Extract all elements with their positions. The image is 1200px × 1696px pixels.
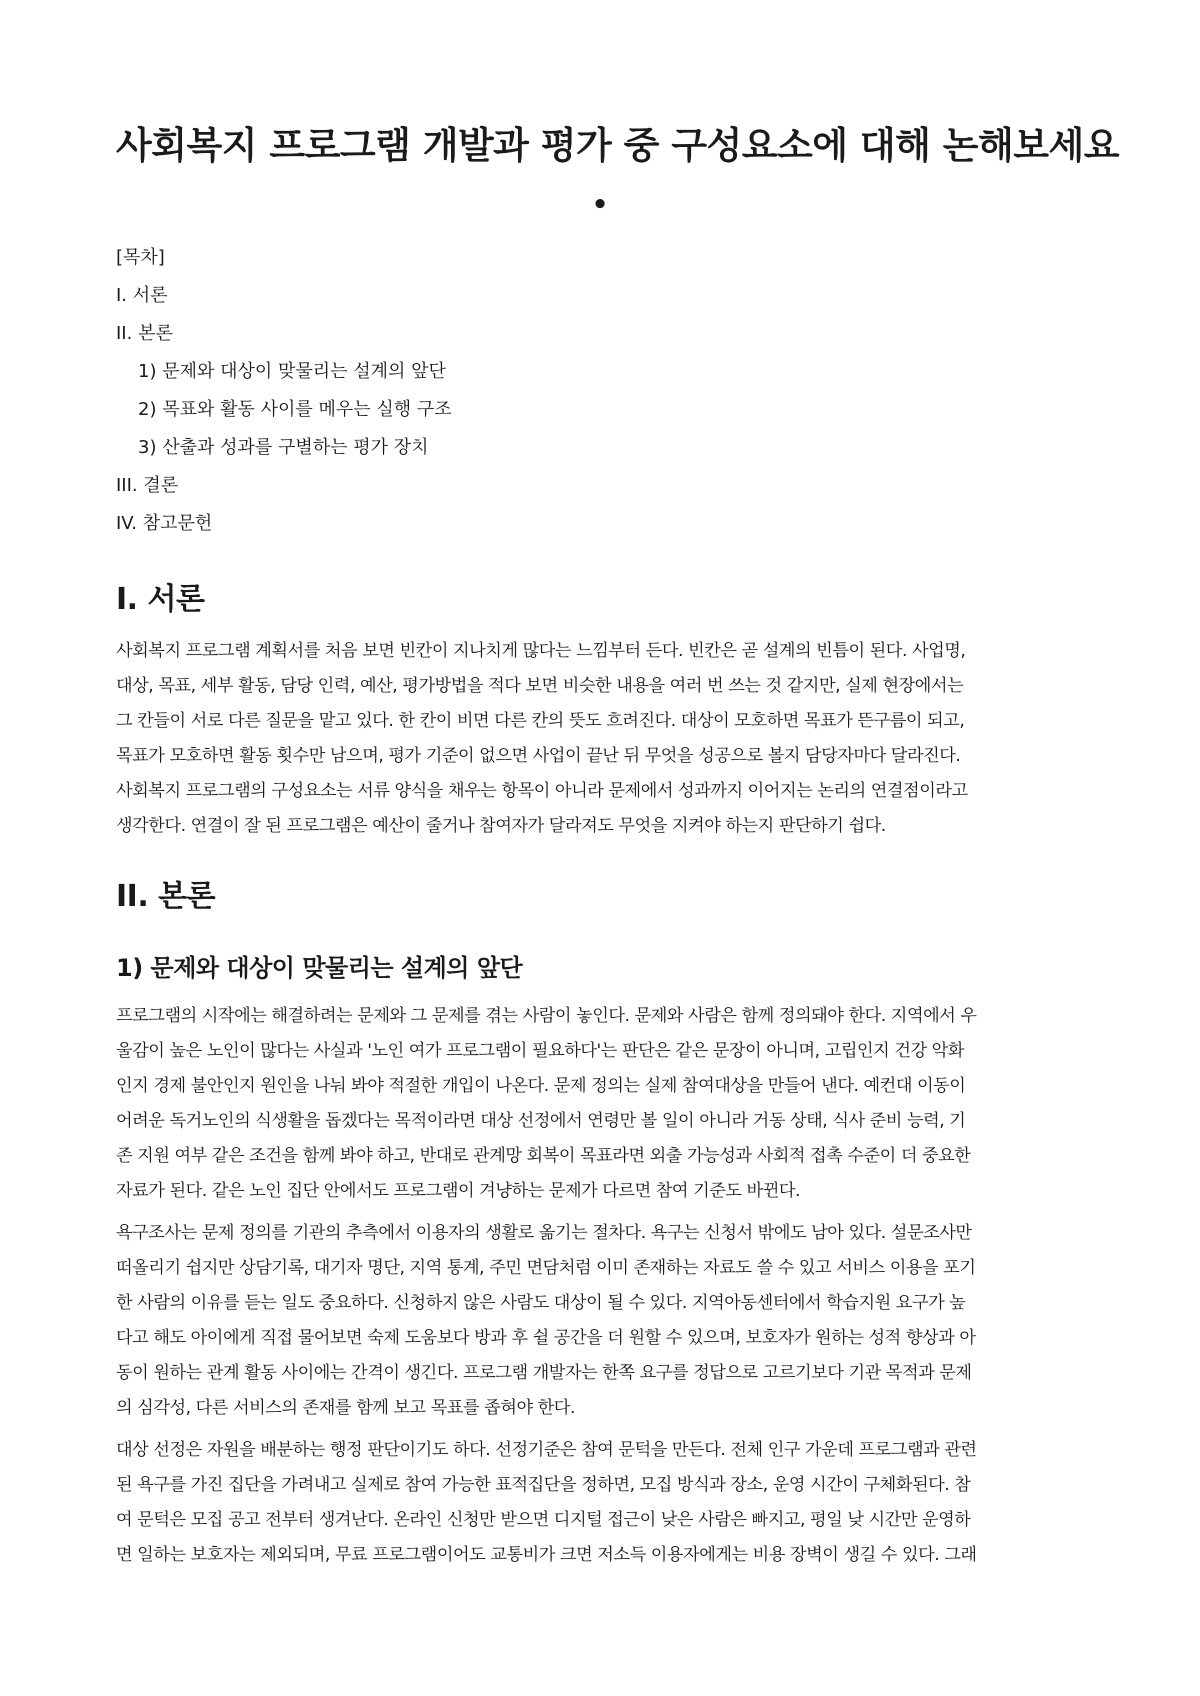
text-line: 존 지원 여부 같은 조건을 함께 봐야 하고, 반대로 관계망 회복이 목표라면 외출 가능성과 사회적 접촉 수준이 더 중요한 (116, 1146, 971, 1166)
text-line: 대상, 목표, 세부 활동, 담당 인력, 예산, 평가방법을 적다 보면 비슷한 내용을 여러 번 쓰는 것 같지만, 실제 현장에서는 (116, 676, 964, 696)
toc-item-conclusion: III. 결론 (116, 475, 179, 496)
text-line: 의 심각성, 다른 서비스의 존재를 함께 보고 목표를 좁혀야 한다. (116, 1398, 575, 1418)
text-line: 사회복지 프로그램 계획서를 처음 보면 빈칸이 지나치게 많다는 느낌부터 든다. 빈칸은 곧 설계의 빈틈이 된다. 사업명, (116, 641, 966, 661)
text-line: 여 문턱은 모집 공고 전부터 생겨난다. 온라인 신청만 받으면 디지털 접근이 낮은 사람은 빠지고, 평일 낮 시간만 운영하 (116, 1510, 971, 1530)
text-line: 어려운 독거노인의 식생활을 돕겠다는 목적이라면 대상 선정에서 연령만 볼 일이 아니라 거동 상태, 식사 준비 능력, 기 (116, 1111, 966, 1131)
document-title: 사회복지 프로그램 개발과 평가 중 구성요소에 대해 논해보세요 (116, 124, 1119, 167)
text-line: 면 일하는 보호자는 제외되며, 무료 프로그램이어도 교통비가 크면 저소득 이용자에게는 비용 장벽이 생길 수 있다. 그래 (116, 1545, 977, 1565)
text-line: 다고 해도 아이에게 직접 물어보면 숙제 도움보다 방과 후 쉴 공간을 더 원할 수 있으며, 보호자가 원하는 성적 향상과 아 (116, 1328, 976, 1348)
intro-paragraph (116, 634, 1084, 844)
text-line: 한 사람의 이유를 듣는 일도 중요하다. 신청하지 않은 사람도 대상이 될 수 있다. 지역아동센터에서 학습지원 요구가 높 (116, 1293, 966, 1313)
section-heading-body: II. 본론 (116, 879, 216, 914)
section-heading-intro: I. 서론 (116, 582, 205, 617)
text-line: 프로그램의 시작에는 해결하려는 문제와 그 문제를 겪는 사람이 놓인다. 문제와 사람은 함께 정의돼야 한다. 지역에서 우 (116, 1006, 977, 1026)
text-line: 욕구조사는 문제 정의를 기관의 추측에서 이용자의 생활로 옮기는 절차다. 욕구는 신청서 밖에도 남아 있다. 설문조사만 (116, 1223, 972, 1243)
toc-item-intro: I. 서론 (116, 285, 168, 306)
body-paragraph-3 (116, 1433, 1084, 1573)
toc-item-body-2: 2) 목표와 활동 사이를 메우는 실행 구조 (138, 399, 452, 420)
text-line: 떠올리기 쉽지만 상담기록, 대기자 명단, 지역 통계, 주민 면담처럼 이미 존재하는 자료도 쓸 수 있고 서비스 이용을 포기 (116, 1258, 976, 1278)
toc-item-body-1: 1) 문제와 대상이 맞물리는 설계의 앞단 (138, 361, 446, 382)
text-line: 그 칸들이 서로 다른 질문을 맡고 있다. 한 칸이 비면 다른 칸의 뜻도 흐려진다. 대상이 모호하면 목표가 뜬구름이 되고, (116, 711, 965, 731)
text-line: 동이 원하는 관계 활동 사이에는 간격이 생긴다. 프로그램 개발자는 한쪽 요구를 정답으로 고르기보다 기관 목적과 문제 (116, 1363, 972, 1383)
text-line: 사회복지 프로그램의 구성요소는 서류 양식을 채우는 항목이 아니라 문제에서 성과까지 이어지는 논리의 연결점이라고 (116, 781, 968, 801)
body-paragraph-2 (116, 1216, 1084, 1426)
text-line: 된 욕구를 가진 집단을 가려내고 실제로 참여 가능한 표적집단을 정하면, 모집 방식과 장소, 운영 시간이 구체화된다. 참 (116, 1475, 971, 1495)
text-line: 대상 선정은 자원을 배분하는 행정 판단이기도 하다. 선정기준은 참여 문턱을 만든다. 전체 인구 가운데 프로그램과 관련 (116, 1440, 977, 1460)
text-line: 자료가 된다. 같은 노인 집단 안에서도 프로그램이 겨냥하는 문제가 다르면 참여 기준도 바뀐다. (116, 1181, 801, 1201)
table-of-contents (116, 239, 1084, 543)
text-line: 인지 경제 불안인지 원인을 나눠 봐야 적절한 개입이 나온다. 문제 정의는 실제 참여대상을 만들어 낸다. 예컨대 이동이 (116, 1076, 966, 1096)
text-line: 목표가 모호하면 활동 횟수만 남으며, 평가 기준이 없으면 사업이 끝난 뒤 무엇을 성공으로 볼지 담당자마다 달라진다. (116, 746, 961, 766)
text-line: 울감이 높은 노인이 많다는 사실과 '노인 여가 프로그램이 필요하다'는 판단은 같은 문장이 아니며, 고립인지 건강 악화 (116, 1041, 964, 1061)
toc-item-body: II. 본론 (116, 323, 173, 344)
subsection-heading-1: 1) 문제와 대상이 맞물리는 설계의 앞단 (116, 954, 523, 982)
toc-item-references: IV. 참고문헌 (116, 513, 213, 534)
title-bullet: • (591, 190, 609, 220)
text-line: 생각한다. 연결이 잘 된 프로그램은 예산이 줄거나 참여자가 달라져도 무엇을 지켜야 하는지 판단하기 쉽다. (116, 816, 886, 836)
toc-item-body-3: 3) 산출과 성과를 구별하는 평가 장치 (138, 437, 429, 458)
body-paragraph-1 (116, 999, 1084, 1209)
toc-heading: [목차] (116, 247, 165, 268)
